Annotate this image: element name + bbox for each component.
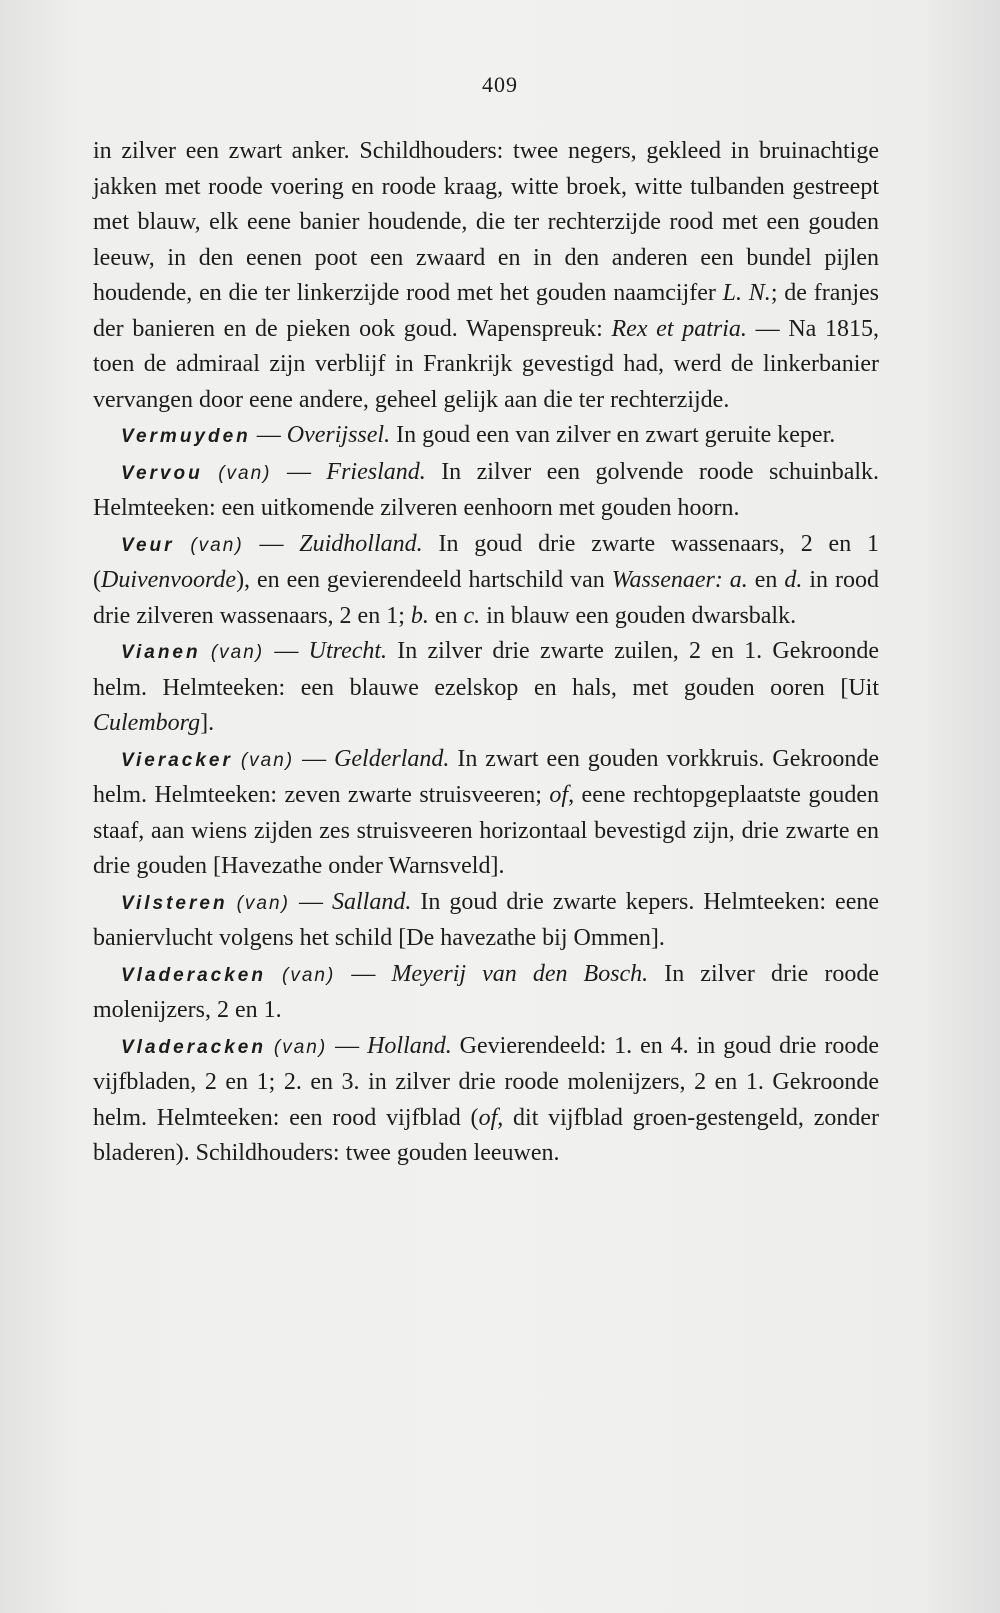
entry-veur xyxy=(93,527,879,635)
entry-place: Friesland. xyxy=(326,458,426,485)
entry-text: In goud drie zwarte wassenaars, 2 en 1 ( xyxy=(93,530,879,593)
entry-text: In goud drie zwarte kepers. Helmteeken: eene baniervlucht volgens het schild [De havezathe bij Ommen]. xyxy=(93,888,880,951)
entry-separator: — xyxy=(250,422,287,448)
entry-name: Vieracker xyxy=(121,749,233,771)
entry-text: In zilver drie roode molenijzers, 2 en 1. xyxy=(93,960,879,1023)
entry-place: Overijssel. xyxy=(286,422,391,448)
entry-italic: Duivenvoorde xyxy=(101,567,237,593)
entry-text: In goud een van zilver en zwart geruite keper. xyxy=(390,422,836,448)
entry-name: Vianen xyxy=(121,642,201,663)
entry-separator: — xyxy=(327,1032,368,1059)
entry-italic: of, xyxy=(549,782,575,808)
entry-place: Utrecht. xyxy=(308,638,388,664)
entry-separator: — xyxy=(271,458,327,485)
entry-name: Vervou xyxy=(121,462,203,484)
entry-vianen xyxy=(93,634,879,742)
entry-van: (van) xyxy=(218,462,272,484)
entry-van: (van) xyxy=(210,642,265,663)
entry-text: In zilver een golvende roode schuinbalk. Helmteeken: een uitkomende zilveren eenhoorn met gouden hoorn. xyxy=(93,458,880,521)
entry-separator: — xyxy=(243,530,300,557)
entry-text: ), en een gevierendeeld hartschild van xyxy=(236,567,612,593)
entry-text: Gevierendeeld: 1. en 4. in goud drie roode vijfbladen, 2 en 1; 2. en 3. in zilver drie roode molenijzers, 2 en 1. Gekroonde helm. Helmteeken: een rood vijfblad ( xyxy=(93,1032,880,1131)
entry-vervou xyxy=(93,455,879,527)
motto: Rex et patria. xyxy=(611,315,747,342)
cipher: L. N. xyxy=(722,280,771,306)
entry-van: (van) xyxy=(273,1036,328,1058)
entry-vilsteren xyxy=(93,885,879,957)
entry-vermuyden xyxy=(93,418,879,455)
entry-place: Holland. xyxy=(367,1032,452,1059)
entry-place: Salland. xyxy=(331,888,412,915)
entry-van: (van) xyxy=(236,892,290,914)
entry-italic: b. xyxy=(410,602,429,629)
entry-text xyxy=(723,567,730,593)
intro-text-2: ; de franjes der banieren en de pieken ook goud. Wapenspreuk: xyxy=(93,280,880,342)
intro-paragraph xyxy=(93,134,879,418)
entry-separator: — xyxy=(264,638,309,664)
entry-place: Meyerij van den Bosch. xyxy=(391,960,649,987)
entry-text: en xyxy=(747,567,785,593)
entry-italic: c. xyxy=(463,602,481,629)
entry-text: In zilver drie zwarte zuilen, 2 en 1. Gekroonde helm. Helmteeken: een blauwe ezelskop en hals, met gouden ooren [Uit xyxy=(93,638,880,701)
entry-text: In zwart een gouden vorkkruis. Gekroonde helm. Helmteeken: zeven zwarte struisveeren; xyxy=(93,745,880,808)
entry-italic: a. xyxy=(729,567,748,593)
entry-name: Vilsteren xyxy=(121,892,228,914)
entry-separator: — xyxy=(294,745,335,772)
entry-vladeracken-holland xyxy=(93,1029,879,1172)
entry-van: (van) xyxy=(190,534,244,556)
entry-vieracker xyxy=(93,742,879,885)
entry-separator: — xyxy=(289,888,332,915)
entry-text: eene rechtopgeplaatste gouden staaf, aan wiens zijden zes struisveeren horizontaal bevestigd zijn, drie zwarte en drie gouden [Havezathe onder Warnsveld]. xyxy=(93,782,879,879)
entry-place: Gelderland. xyxy=(334,745,450,772)
entry-van: (van) xyxy=(240,749,295,771)
entry-italic: Culemborg xyxy=(93,710,201,736)
entry-italic: d. xyxy=(784,567,803,593)
entry-text: dit vijfblad groen-gestengeld, zonder bladeren). Schildhouders: twee gouden leeuwen. xyxy=(93,1104,879,1166)
entry-text: en xyxy=(428,602,464,629)
entry-text: in rood drie zilveren wassenaars, 2 en 1; xyxy=(93,567,879,629)
entry-italic: of, xyxy=(478,1104,504,1131)
entry-place: Zuidholland. xyxy=(299,530,423,557)
entry-vladeracken-meyerij xyxy=(93,957,879,1029)
page-number: 409 xyxy=(482,72,518,97)
entry-name: Vladeracken xyxy=(121,964,266,986)
intro-text-3: — Na 1815, toen de admiraal zijn verblijf in Frankrijk gevestigd had, werd de linkerbanier vervangen door eene andere, geheel gelijk aan die ter rechterzijde. xyxy=(93,315,880,413)
entry-separator: — xyxy=(335,960,392,987)
entry-italic: Wassenaer: xyxy=(611,567,723,593)
entry-name: Vermuyden xyxy=(121,426,251,447)
intro-text: in zilver een zwart anker. Schildhouders: twee negers, gekleed in bruinachtige jakken met roode voering en roode kraag, witte broek, witte tulbanden gestreept met blauw, elk eene banier houdende, die ter rechterzijde rood met een gouden leeuw, in den eenen poot een zwaard en in den anderen een bundel pijlen houdende, en die ter linkerzijde rood met het gouden naamcijfer xyxy=(93,138,879,306)
entry-name: Veur xyxy=(121,534,175,556)
entry-text: in blauw een gouden dwarsbalk. xyxy=(480,602,797,629)
page-body xyxy=(93,134,879,1172)
entry-name: Vladeracken xyxy=(121,1036,266,1058)
entry-van: (van) xyxy=(282,964,336,986)
entry-text: ]. xyxy=(200,710,215,736)
